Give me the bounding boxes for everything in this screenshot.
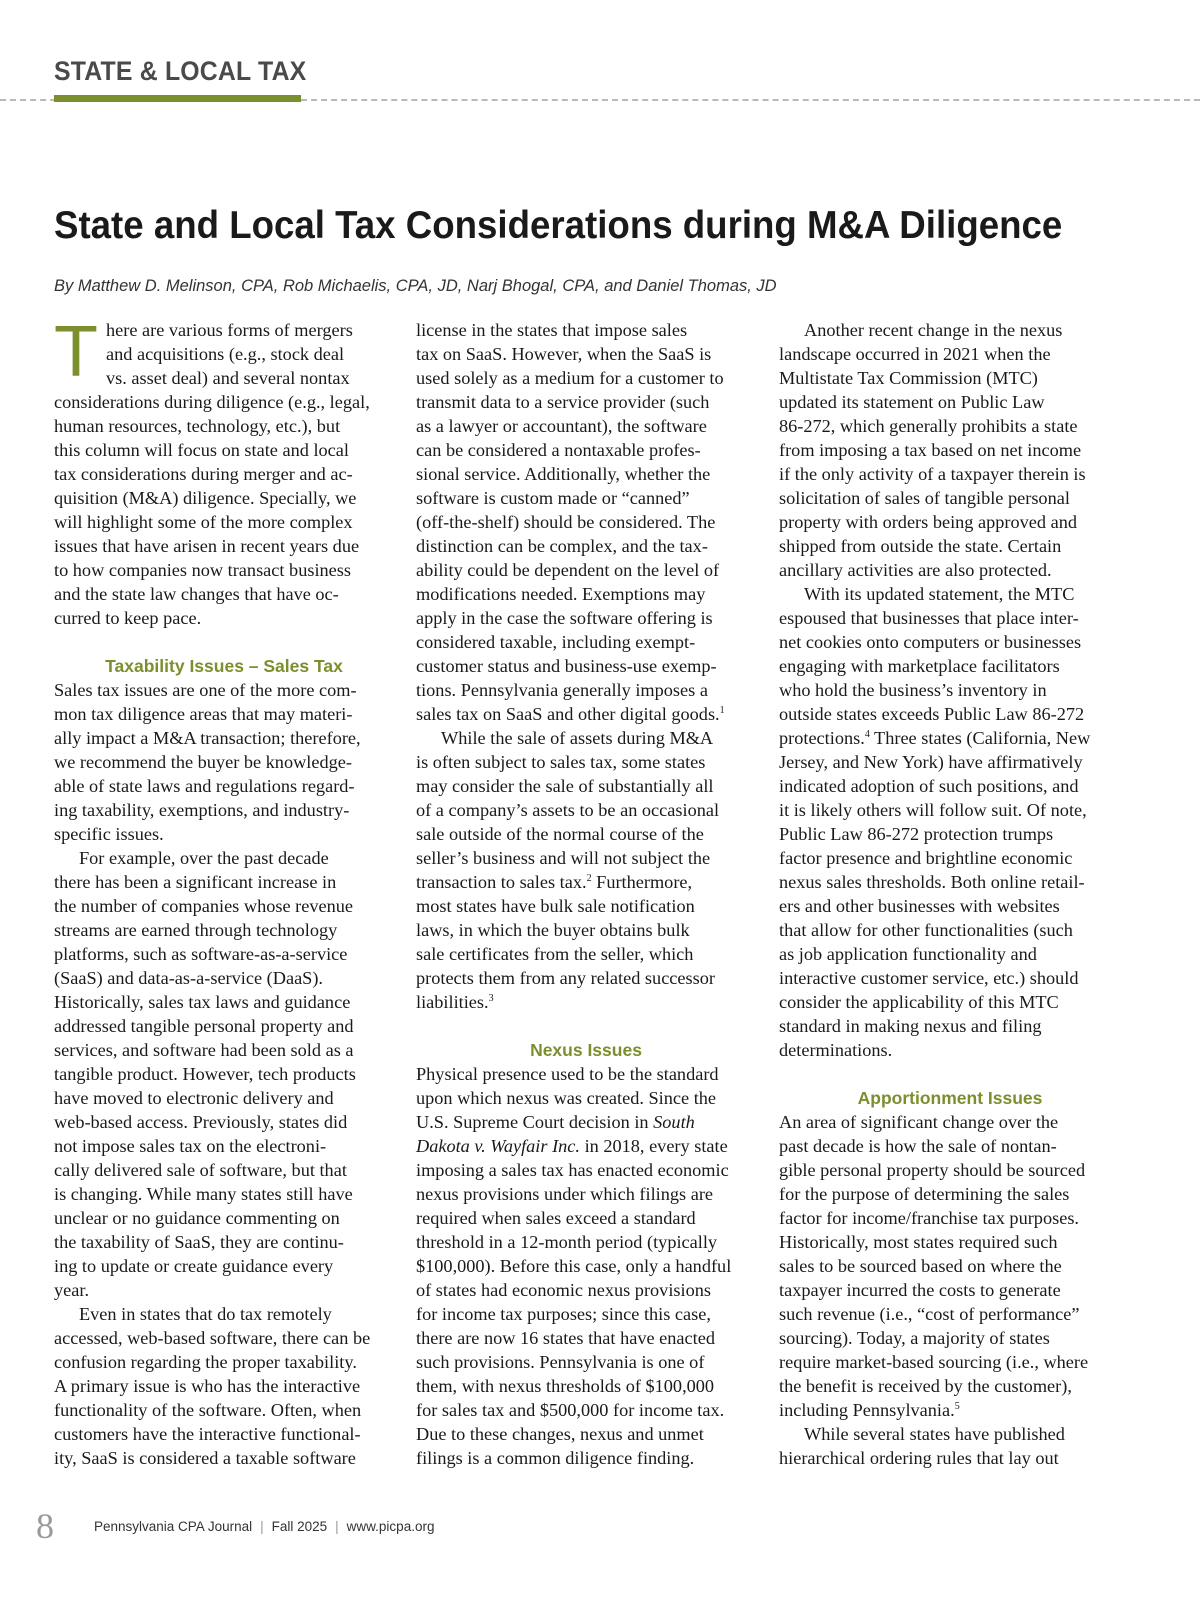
text-line: if the only activity of a taxpayer therein is	[779, 464, 1086, 484]
text-line: there has been a significant increase in	[54, 872, 337, 892]
text-line: and the state law changes that have oc-	[54, 584, 339, 604]
text-line: Multistate Tax Commission (MTC)	[779, 368, 1038, 388]
text-line: Sales tax issues are one of the more com-	[54, 680, 357, 700]
text-line: outside states exceeds Public Law 86-272	[779, 704, 1085, 724]
text-line: standard in making nexus and filing	[779, 1016, 1042, 1036]
text-line: (off-the-shelf) should be considered. The	[416, 512, 716, 532]
text-line: issues that have arisen in recent years due	[54, 536, 360, 556]
text-line: espoused that businesses that place inter-	[779, 608, 1079, 628]
text-line: that allow for other functionalities (such	[779, 920, 1073, 940]
text-line: ally impact a M&A transaction; therefore,	[54, 728, 361, 748]
text-line: With its updated statement, the MTC	[804, 584, 1075, 604]
text-line: platforms, such as software-as-a-service	[54, 944, 348, 964]
text-line: for income tax purposes; since this case,	[416, 1304, 711, 1324]
text-line: threshold in a 12-month period (typically	[416, 1232, 718, 1252]
text-line: customers have the interactive functional-	[54, 1424, 361, 1444]
text-line: ancillary activities are also protected.	[779, 560, 1052, 580]
text-line: (SaaS) and data-as-a-service (DaaS).	[54, 968, 324, 988]
text-line: able of state laws and regulations regard-	[54, 776, 355, 796]
text-line: from imposing a tax based on net income	[779, 440, 1082, 460]
text-line: sale outside of the normal course of the	[416, 824, 704, 844]
text-line: engaging with marketplace facilitators	[779, 656, 1060, 676]
text-line	[416, 990, 756, 1014]
text-line: taxpayer incurred the costs to generate	[779, 1280, 1061, 1300]
paragraph	[54, 846, 394, 1302]
text-line: can be considered a nontaxable profes-	[416, 440, 701, 460]
text-line	[416, 1134, 756, 1158]
text-line: ers and other businesses with websites	[779, 896, 1060, 916]
text-line: Due to these changes, nexus and unmet	[416, 1424, 704, 1444]
paragraph	[416, 318, 756, 726]
text-line: require market-based sourcing (i.e., where	[779, 1352, 1089, 1372]
text-span: including Pennsylvania.	[779, 1400, 955, 1420]
case-name: Dakota v. Wayfair Inc.	[416, 1136, 580, 1156]
text-line: customer status and business-use exemp-	[416, 656, 717, 676]
page-footer	[36, 1506, 434, 1546]
text-line: filings is a common diligence finding.	[416, 1448, 695, 1468]
text-line: not impose sales tax on the electroni-	[54, 1136, 327, 1156]
text-line: it is likely others will follow suit. Of note,	[779, 800, 1087, 820]
text-line: functionality of the software. Often, when	[54, 1400, 362, 1420]
text-span: U.S. Supreme Court decision in	[416, 1112, 654, 1132]
text-line: Jersey, and New York) have affirmatively	[779, 752, 1083, 772]
text-line: addressed tangible personal property and	[54, 1016, 354, 1036]
text-line: considered taxable, including exempt-	[416, 632, 696, 652]
text-line: 86-272, which generally prohibits a state	[779, 416, 1078, 436]
text-line: tax on SaaS. However, when the SaaS is	[416, 344, 712, 364]
article-title: State and Local Tax Considerations during M&A Diligence	[54, 204, 1063, 247]
page-number: 8	[36, 1506, 54, 1546]
text-line: web-based access. Previously, states did	[54, 1112, 348, 1132]
footnote-ref-2[interactable]: 2	[586, 872, 592, 884]
text-line: imposing a sales tax has enacted economic	[416, 1160, 729, 1180]
text-line: mon tax diligence areas that may materi-	[54, 704, 353, 724]
text-line: shipped from outside the state. Certain	[779, 536, 1062, 556]
text-line: human resources, technology, etc.), but	[54, 416, 341, 436]
drop-cap: T	[54, 312, 98, 392]
text-line: and acquisitions (e.g., stock deal	[105, 344, 345, 364]
text-line: ing taxability, exemptions, and industry-	[54, 800, 350, 820]
text-line: we recommend the buyer be knowledge-	[54, 752, 352, 772]
footnote-ref-4[interactable]: 4	[864, 728, 870, 740]
text-line: $100,000). Before this case, only a handful	[416, 1256, 732, 1276]
text-span: sales tax on SaaS and other digital goods.	[416, 704, 720, 724]
text-line: Historically, most states required such	[779, 1232, 1058, 1252]
text-line: most states have bulk sale notification	[416, 896, 695, 916]
text-line: quisition (M&A) diligence. Specially, we	[54, 488, 357, 508]
text-line: ing to update or create guidance every	[54, 1256, 334, 1276]
text-line: there are now 16 states that have enacted	[416, 1328, 715, 1348]
journal-name: Pennsylvania CPA Journal	[94, 1518, 253, 1534]
paragraph	[779, 1110, 1121, 1422]
text-line: Public Law 86-272 protection trumps	[779, 824, 1054, 844]
text-line: updated its statement on Public Law	[779, 392, 1045, 412]
footer-separator: |	[260, 1518, 264, 1534]
text-line: accessed, web-based software, there can be	[54, 1328, 371, 1348]
text-line: license in the states that impose sales	[416, 320, 688, 340]
text-line: is often subject to sales tax, some states	[416, 752, 706, 772]
text-line: For example, over the past decade	[79, 848, 329, 868]
text-line: Even in states that do tax remotely	[79, 1304, 332, 1324]
text-line: Historically, sales tax laws and guidance	[54, 992, 351, 1012]
text-line: streams are earned through technology	[54, 920, 338, 940]
text-line: here are various forms of mergers	[105, 320, 353, 340]
text-line	[779, 726, 1121, 750]
text-line: for sales tax and $500,000 for income tax.	[416, 1400, 725, 1420]
text-line	[416, 1110, 756, 1134]
text-line: past decade is how the sale of nontan-	[779, 1136, 1057, 1156]
text-line: who hold the business’s inventory in	[779, 680, 1047, 700]
text-line: to how companies now transact business	[54, 560, 352, 580]
text-line: transmit data to a service provider (such	[416, 392, 710, 412]
footnote-ref-3[interactable]: 3	[488, 992, 494, 1004]
text-line: curred to keep pace.	[54, 608, 202, 628]
text-span: Furthermore,	[591, 872, 693, 892]
text-line: unclear or no guidance commenting on	[54, 1208, 340, 1228]
text-line: factor presence and brightline economic	[779, 848, 1073, 868]
text-line: ity, SaaS is considered a taxable software	[54, 1448, 356, 1468]
text-line: confusion regarding the proper taxability.	[54, 1352, 357, 1372]
text-line: solicitation of sales of tangible personal	[779, 488, 1070, 508]
text-line: will highlight some of the more complex	[54, 512, 353, 532]
text-line: ability could be dependent on the level of	[416, 560, 720, 580]
text-line: have moved to electronic delivery and	[54, 1088, 334, 1108]
text-line: cally delivered sale of software, but that	[54, 1160, 347, 1180]
intro-paragraph	[54, 312, 394, 630]
issue-date: Fall 2025	[271, 1518, 328, 1534]
paragraph	[779, 318, 1121, 582]
text-line: them, with nexus thresholds of $100,000	[416, 1376, 715, 1396]
text-line: protects them from any related successor	[416, 968, 715, 988]
text-line: of a company’s assets to be an occasional	[416, 800, 720, 820]
text-line: hierarchical ordering rules that lay out	[779, 1448, 1059, 1468]
text-line: for the purpose of determining the sales	[779, 1184, 1070, 1204]
text-line: the taxability of SaaS, they are continu-	[54, 1232, 344, 1252]
paragraph	[779, 1422, 1121, 1470]
text-line: used solely as a medium for a customer to	[416, 368, 724, 388]
paragraph	[416, 1062, 756, 1470]
text-line: While the sale of assets during M&A	[441, 728, 714, 748]
text-line: landscape occurred in 2021 when the	[779, 344, 1051, 364]
text-line: as a lawyer or accountant), the software	[416, 416, 707, 436]
article-byline: By Matthew D. Melinson, CPA, Rob Michaelis, CPA, JD, Narj Bhogal, CPA, and Daniel Thomas, JD	[54, 277, 777, 295]
text-line: gible personal property should be sourced	[779, 1160, 1086, 1180]
subhead-taxability: Taxability Issues – Sales Tax	[105, 656, 343, 676]
text-line: property with orders being approved and	[779, 512, 1077, 532]
header-accent-bar	[54, 95, 301, 102]
section-header: STATE & LOCAL TAX	[54, 56, 307, 86]
text-line: Physical presence used to be the standard	[416, 1064, 719, 1084]
text-line: seller’s business and will not subject the	[416, 848, 711, 868]
column-3	[779, 318, 1121, 1470]
text-line: sourcing). Today, a majority of states	[779, 1328, 1050, 1348]
text-line: considerations during diligence (e.g., legal,	[54, 392, 370, 412]
text-line: tax considerations during merger and ac-	[54, 464, 353, 484]
column-2	[416, 318, 756, 1470]
text-line: distinction can be complex, and the tax-	[416, 536, 708, 556]
text-line: While several states have published	[804, 1424, 1065, 1444]
paragraph	[416, 726, 756, 1014]
case-name: South	[653, 1112, 695, 1132]
text-line: modifications needed. Exemptions may	[416, 584, 706, 604]
text-line: indicated adoption of such positions, and	[779, 776, 1079, 796]
text-line: may consider the sale of substantially all	[416, 776, 714, 796]
text-line: vs. asset deal) and several nontax	[105, 368, 350, 388]
text-line: consider the applicability of this MTC	[779, 992, 1059, 1012]
text-line: upon which nexus was created. Since the	[416, 1088, 717, 1108]
text-span: protections.	[779, 728, 865, 748]
text-line	[416, 702, 756, 726]
text-line: sional service. Additionally, whether the	[416, 464, 711, 484]
text-line: this column will focus on state and local	[54, 440, 349, 460]
text-line: is changing. While many states still have	[54, 1184, 353, 1204]
text-span: Three states (California, New	[869, 728, 1091, 748]
text-line: the benefit is received by the customer),	[779, 1376, 1072, 1396]
text-line: A primary issue is who has the interactive	[54, 1376, 361, 1396]
website-link[interactable]: www.picpa.org	[346, 1518, 435, 1534]
text-line: interactive customer service, etc.) should	[779, 968, 1079, 988]
text-line: specific issues.	[54, 824, 164, 844]
text-span: in 2018, every state	[580, 1136, 728, 1156]
text-span: transaction to sales tax.	[416, 872, 587, 892]
text-line: tangible product. However, tech products	[54, 1064, 356, 1084]
subhead-apportionment: Apportionment Issues	[857, 1088, 1043, 1108]
text-line: tions. Pennsylvania generally imposes a	[416, 680, 708, 700]
text-line: the number of companies whose revenue	[54, 896, 353, 916]
text-line	[416, 870, 756, 894]
paragraph	[54, 1302, 394, 1470]
text-span: liabilities.	[416, 992, 489, 1012]
text-line: such revenue (i.e., “cost of performance”	[779, 1304, 1080, 1324]
footnote-ref-5[interactable]: 5	[954, 1400, 960, 1412]
column-1	[54, 312, 394, 1470]
footer-separator: |	[335, 1518, 339, 1534]
text-line: nexus sales thresholds. Both online retail-	[779, 872, 1085, 892]
text-line: sales to be sourced based on where the	[779, 1256, 1062, 1276]
text-line: year.	[54, 1280, 90, 1300]
text-line: as job application functionality and	[779, 944, 1037, 964]
paragraph	[779, 582, 1121, 1062]
text-line: required when sales exceed a standard	[416, 1208, 696, 1228]
text-line: factor for income/franchise tax purposes.	[779, 1208, 1079, 1228]
text-line: such provisions. Pennsylvania is one of	[416, 1352, 705, 1372]
text-line: nexus provisions under which filings are	[416, 1184, 714, 1204]
text-line	[779, 1398, 1121, 1422]
text-line: net cookies onto computers or businesses	[779, 632, 1082, 652]
subhead-nexus: Nexus Issues	[530, 1040, 642, 1060]
text-line: apply in the case the software offering is	[416, 608, 713, 628]
text-line: An area of significant change over the	[779, 1112, 1059, 1132]
text-line: services, and software had been sold as a	[54, 1040, 354, 1060]
text-line: laws, in which the buyer obtains bulk	[416, 920, 690, 940]
text-line: of states had economic nexus provisions	[416, 1280, 711, 1300]
text-line: determinations.	[779, 1040, 893, 1060]
text-line: sale certificates from the seller, which	[416, 944, 694, 964]
footnote-ref-1[interactable]: 1	[719, 704, 725, 716]
text-line: software is custom made or “canned”	[416, 488, 690, 508]
paragraph	[54, 678, 394, 846]
text-line: Another recent change in the nexus	[804, 320, 1063, 340]
